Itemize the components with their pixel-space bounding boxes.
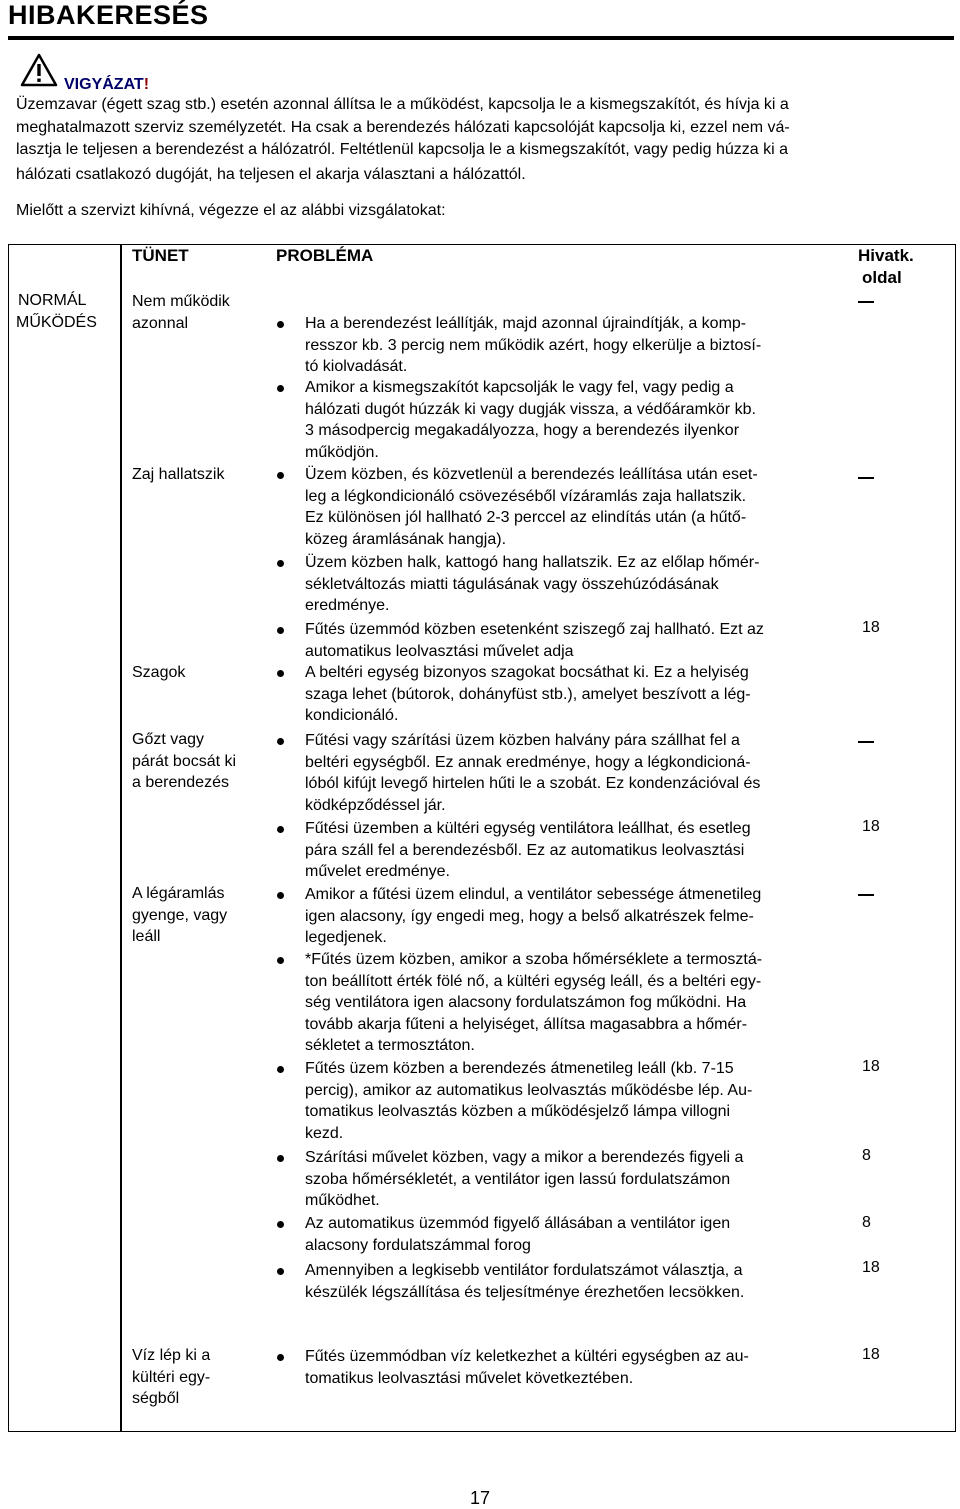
warning-line: meghatalmazott szerviz személyzetét. Ha csak a berendezés hálózati kapcsolóját kapcsolja ki, ezzel nem vá- bbox=[16, 119, 790, 136]
problem-item: Fűtés üzemmód közben esetenként sziszegő zaj hallható. Ezt az automatikus leolvasztási művelet adja bbox=[305, 621, 764, 660]
warning-label-suffix: ! bbox=[143, 76, 150, 93]
bullet-icon bbox=[277, 1354, 284, 1361]
problem-item: Szárítási művelet közben, vagy a mikor a berendezés figyeli a szoba hőmérsékletét, a ventilátor igen lassú fordulatszámon működhet. bbox=[305, 1149, 744, 1209]
header-ref-line1: Hivatk. bbox=[858, 246, 914, 265]
bullet-icon bbox=[277, 670, 284, 677]
symptom-line: Zaj hallatszik bbox=[132, 466, 225, 483]
ref-dash bbox=[858, 301, 874, 303]
symptom-cell bbox=[132, 729, 236, 794]
problem-item: Fűtés üzem közben a berendezés átmenetileg leáll (kb. 7-15 percig), amikor az automatikus leolvasztás működésbe lép. Au- tomatikus leolvasztás közben a működésjelző lámpa villogni kezd. bbox=[305, 1060, 753, 1142]
warning-label bbox=[64, 76, 149, 94]
ref-page: 18 bbox=[862, 1346, 880, 1363]
problem-item: Amikor a kismegszakítót kapcsolják le vagy fel, vagy pedig a hálózati dugót húzzák ki vagy dugják vissza, a védőáramkör kb. 3 másodpercig megakadályozza, hogy a berendezés ilyenkor működjön. bbox=[305, 379, 756, 461]
ref-page: 18 bbox=[862, 1058, 880, 1075]
header-ref-line2: oldal bbox=[862, 268, 902, 287]
bullet-icon bbox=[277, 1268, 284, 1275]
symptom-cell bbox=[132, 291, 230, 334]
bullet-icon bbox=[277, 1155, 284, 1162]
bullet-icon bbox=[277, 627, 284, 634]
ref-dash bbox=[858, 894, 874, 896]
warning-line: Üzemzavar (égett szag stb.) esetén azonnal állítsa le a működést, kapcsolja le a kismegszakítót, és hívja ki a bbox=[16, 96, 789, 113]
bullet-icon bbox=[277, 957, 284, 964]
warning-label-text: VIGYÁZAT bbox=[64, 76, 144, 93]
symptom-line: ségből bbox=[132, 1390, 180, 1407]
row-group-label: NORMÁL bbox=[18, 292, 87, 309]
problem-item: Ha a berendezést leállítják, majd azonnal újraindítják, a komp- resszor kb. 3 percig nem működik azért, hogy elkerülje a biztosí- tó kiolvadását. bbox=[305, 315, 762, 375]
header-problem: PROBLÉMA bbox=[276, 246, 374, 265]
bullet-icon bbox=[277, 738, 284, 745]
problem-item: *Fűtés üzem közben, amikor a szoba hőmérséklete a termosztá- ton beállított érték fölé nő, a kültéri egység leáll, és a beltéri egy- ség ventilátora igen alacsony fordulatszámon fog működni. Ha tovább akarja fűteni a helyiséget, állítsa magasabbra a hőmér- sékletet a termosztáton. bbox=[305, 951, 763, 1054]
symptom-line: Gőzt vagy bbox=[132, 731, 205, 748]
symptom-line: kültéri egy- bbox=[132, 1368, 211, 1386]
problem-item: Az automatikus üzemmód figyelő állásában a ventilátor igen alacsony fordulatszámmal forog bbox=[305, 1215, 731, 1254]
bullet-icon bbox=[277, 321, 284, 328]
page-number: 17 bbox=[470, 1488, 491, 1508]
symptom-cell bbox=[132, 1345, 210, 1410]
ref-dash bbox=[858, 741, 874, 743]
bullet-icon bbox=[277, 892, 284, 899]
symptom-line: párát bocsát ki bbox=[132, 752, 237, 770]
symptom-line: Nem működik bbox=[132, 293, 230, 310]
title-divider bbox=[8, 36, 954, 40]
problem-item: Fűtési üzemben a kültéri egység ventilátora leállhat, és esetleg pára száll fel a berendezésből. Ez az automatikus leolvasztási művelet eredménye. bbox=[305, 820, 751, 880]
table-column-divider bbox=[120, 244, 122, 1432]
symptom-line: gyenge, vagy bbox=[132, 906, 228, 924]
warning-line: hálózati csatlakozó dugóját, ha teljesen el akarja választani a hálózattól. bbox=[16, 166, 526, 183]
header-symptom: TÜNET bbox=[132, 246, 189, 265]
bullet-icon bbox=[277, 1066, 284, 1073]
page-title: HIBAKERESÉS bbox=[8, 0, 209, 30]
symptom-cell bbox=[132, 662, 185, 684]
symptom-line: leáll bbox=[132, 928, 161, 945]
symptom-cell bbox=[132, 464, 224, 486]
intro-text: Mielőtt a szervizt kihívná, végezze el az alábbi vizsgálatokat: bbox=[16, 202, 446, 219]
row-group-label: MŰKÖDÉS bbox=[16, 314, 97, 331]
problem-item: Üzem közben, és közvetlenül a berendezés leállítása után eset- leg a légkondicionáló csövezéséből vízáramlás zaja hallatszik. Ez különösen jól hallható 2-3 perccel az elindítás után (a hűtő- közeg áramlásának hangja). bbox=[305, 466, 758, 548]
ref-page: 18 bbox=[862, 1259, 880, 1276]
ref-dash bbox=[858, 477, 874, 479]
symptom-line: azonnal bbox=[132, 314, 189, 332]
bullet-icon bbox=[277, 1221, 284, 1228]
warning-triangle-icon bbox=[20, 52, 58, 88]
problem-item: A beltéri egység bizonyos szagokat bocsáthat ki. Ez a helyiség szaga lehet (bútorok, dohányfüst stb.), amelyet beszívott a lég- kondicionáló. bbox=[305, 664, 751, 724]
ref-page: 18 bbox=[862, 818, 880, 835]
symptom-line: a berendezés bbox=[132, 774, 229, 791]
symptom-cell bbox=[132, 883, 227, 948]
bullet-icon bbox=[277, 826, 284, 833]
problem-item: Üzem közben halk, kattogó hang hallatszik. Ez az előlap hőmér- sékletváltozás miatti tágulásának vagy összehúzódásának eredménye. bbox=[305, 554, 760, 614]
ref-page: 8 bbox=[862, 1147, 871, 1164]
problem-item: Amennyiben a legkisebb ventilátor fordulatszámot választja, a készülék légszállítása és teljesítménye érezhetően lecsökken. bbox=[305, 1262, 745, 1301]
problem-item: Amikor a fűtési üzem elindul, a ventilátor sebessége átmenetileg igen alacsony, így engedi meg, hogy a belső alkatrészek felme- legedjenek. bbox=[305, 886, 762, 946]
symptom-line: Szagok bbox=[132, 664, 186, 681]
problem-item: Fűtési vagy szárítási üzem közben halvány pára szállhat fel a beltéri egységből. Ez annak eredménye, hogy a légkondicioná- lóból kifújt levegő hirtelen hűti le a szobát. Ez kondenzációval és ködképződéssel jár. bbox=[305, 732, 761, 814]
problem-item: Fűtés üzemmódban víz keletkezhet a kültéri egységben az au- tomatikus leolvasztási művelet következtében. bbox=[305, 1348, 749, 1387]
ref-page: 8 bbox=[862, 1214, 871, 1231]
bullet-icon bbox=[277, 560, 284, 567]
symptom-line: A légáramlás bbox=[132, 885, 225, 902]
ref-page: 18 bbox=[862, 619, 880, 636]
warning-line: lasztja le teljesen a berendezést a hálózatról. Feltétlenül kapcsolja le a kismegszakítót, vagy pedig húzza ki a bbox=[16, 141, 788, 158]
bullet-icon bbox=[277, 385, 284, 392]
symptom-line: Víz lép ki a bbox=[132, 1347, 211, 1364]
bullet-icon bbox=[277, 472, 284, 479]
